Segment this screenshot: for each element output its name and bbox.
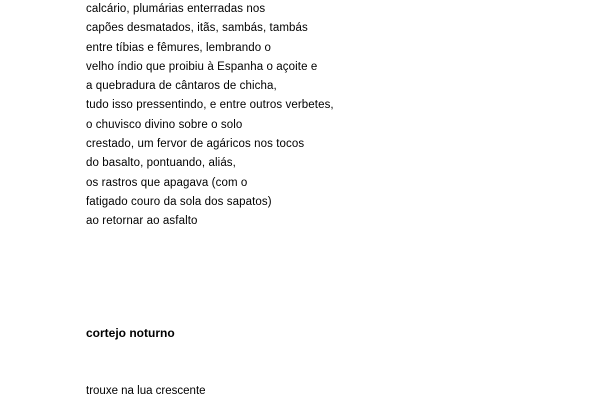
poem-line: tudo isso pressentindo, e entre outros verbetes, <box>86 99 334 112</box>
poem-line: do basalto, pontuando, aliás, <box>86 157 236 170</box>
poem-line: entre tíbias e fêmures, lembrando o <box>86 41 272 54</box>
poem-line: os rastros que apagava (com o <box>86 176 248 189</box>
poem-line: o chuvisco divino sobre o solo <box>86 118 243 131</box>
poem-title: cortejo noturno <box>86 326 175 340</box>
poem-line: velho índio que proibiu à Espanha o açoite e <box>86 60 318 73</box>
poem-line: ao retornar ao asfalto <box>86 215 198 228</box>
poem-line: capões desmatados, itãs, sambás, tambás <box>86 22 308 35</box>
poem-line: a quebradura de cântaros de chicha, <box>86 80 277 93</box>
poem-stanza <box>86 0 334 232</box>
poem-line: fatigado couro da sola dos sapatos) <box>86 195 272 208</box>
poem-line: crestado, um fervor de agáricos nos tocos <box>86 138 305 151</box>
poem-line: calcário, plumárias enterradas nos <box>86 3 266 15</box>
poem-line: trouxe na lua crescente <box>86 385 206 397</box>
